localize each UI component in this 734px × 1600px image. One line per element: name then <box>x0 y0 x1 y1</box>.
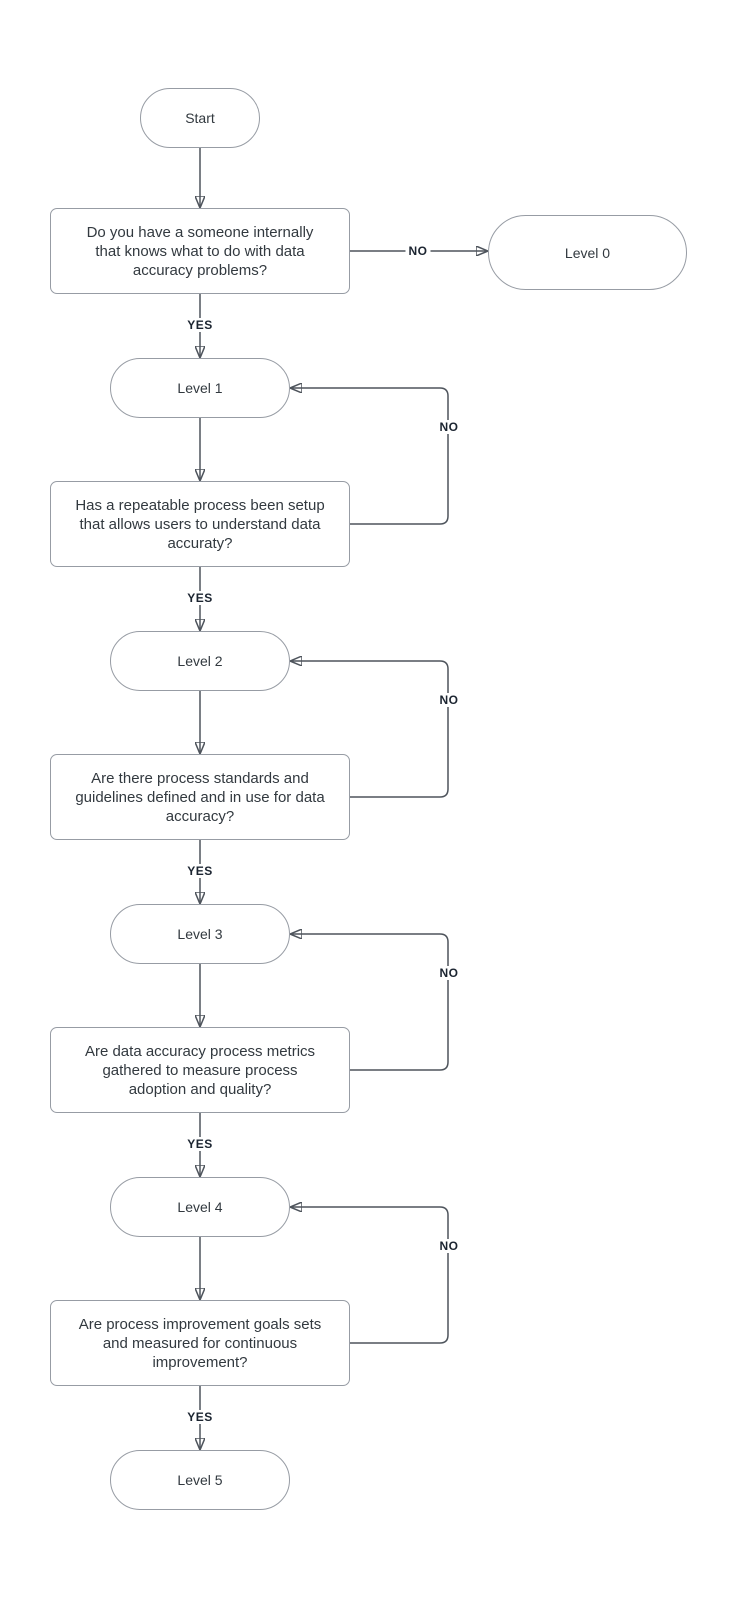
question-node-1 <box>50 208 350 294</box>
question-text: Are process improvement goals sets and measured for continuous improvement? <box>78 1315 322 1371</box>
yes-label-3: YES <box>184 864 216 878</box>
yes-label-5: YES <box>184 1410 216 1424</box>
no-label-loop-1: NO <box>437 420 462 434</box>
no-label-loop-2: NO <box>437 693 462 707</box>
level-1-node: Level 1 <box>110 358 290 418</box>
question-node-5 <box>50 1300 350 1386</box>
no-label-loop-3: NO <box>437 966 462 980</box>
yes-label-1: YES <box>184 318 216 332</box>
yes-label-4: YES <box>184 1137 216 1151</box>
yes-label-2: YES <box>184 591 216 605</box>
question-text: Are there process standards and guidelines defined and in use for data accuracy? <box>75 769 325 825</box>
question-node-3 <box>50 754 350 840</box>
level-0-node: Level 0 <box>488 215 687 290</box>
level-5-node: Level 5 <box>110 1450 290 1510</box>
question-text: Has a repeatable process been setup that allows users to understand data accuraty? <box>75 496 325 552</box>
start-node: Start <box>140 88 260 148</box>
level-2-node: Level 2 <box>110 631 290 691</box>
level-4-node: Level 4 <box>110 1177 290 1237</box>
question-text: Are data accuracy process metrics gathered to measure process adoption and quality? <box>84 1042 316 1098</box>
question-node-4 <box>50 1027 350 1113</box>
level-3-node: Level 3 <box>110 904 290 964</box>
no-label-loop-4: NO <box>437 1239 462 1253</box>
no-label-level0: NO <box>406 244 431 258</box>
question-node-2 <box>50 481 350 567</box>
question-text: Do you have a someone internally that knows what to do with data accuracy problems? <box>86 223 314 279</box>
